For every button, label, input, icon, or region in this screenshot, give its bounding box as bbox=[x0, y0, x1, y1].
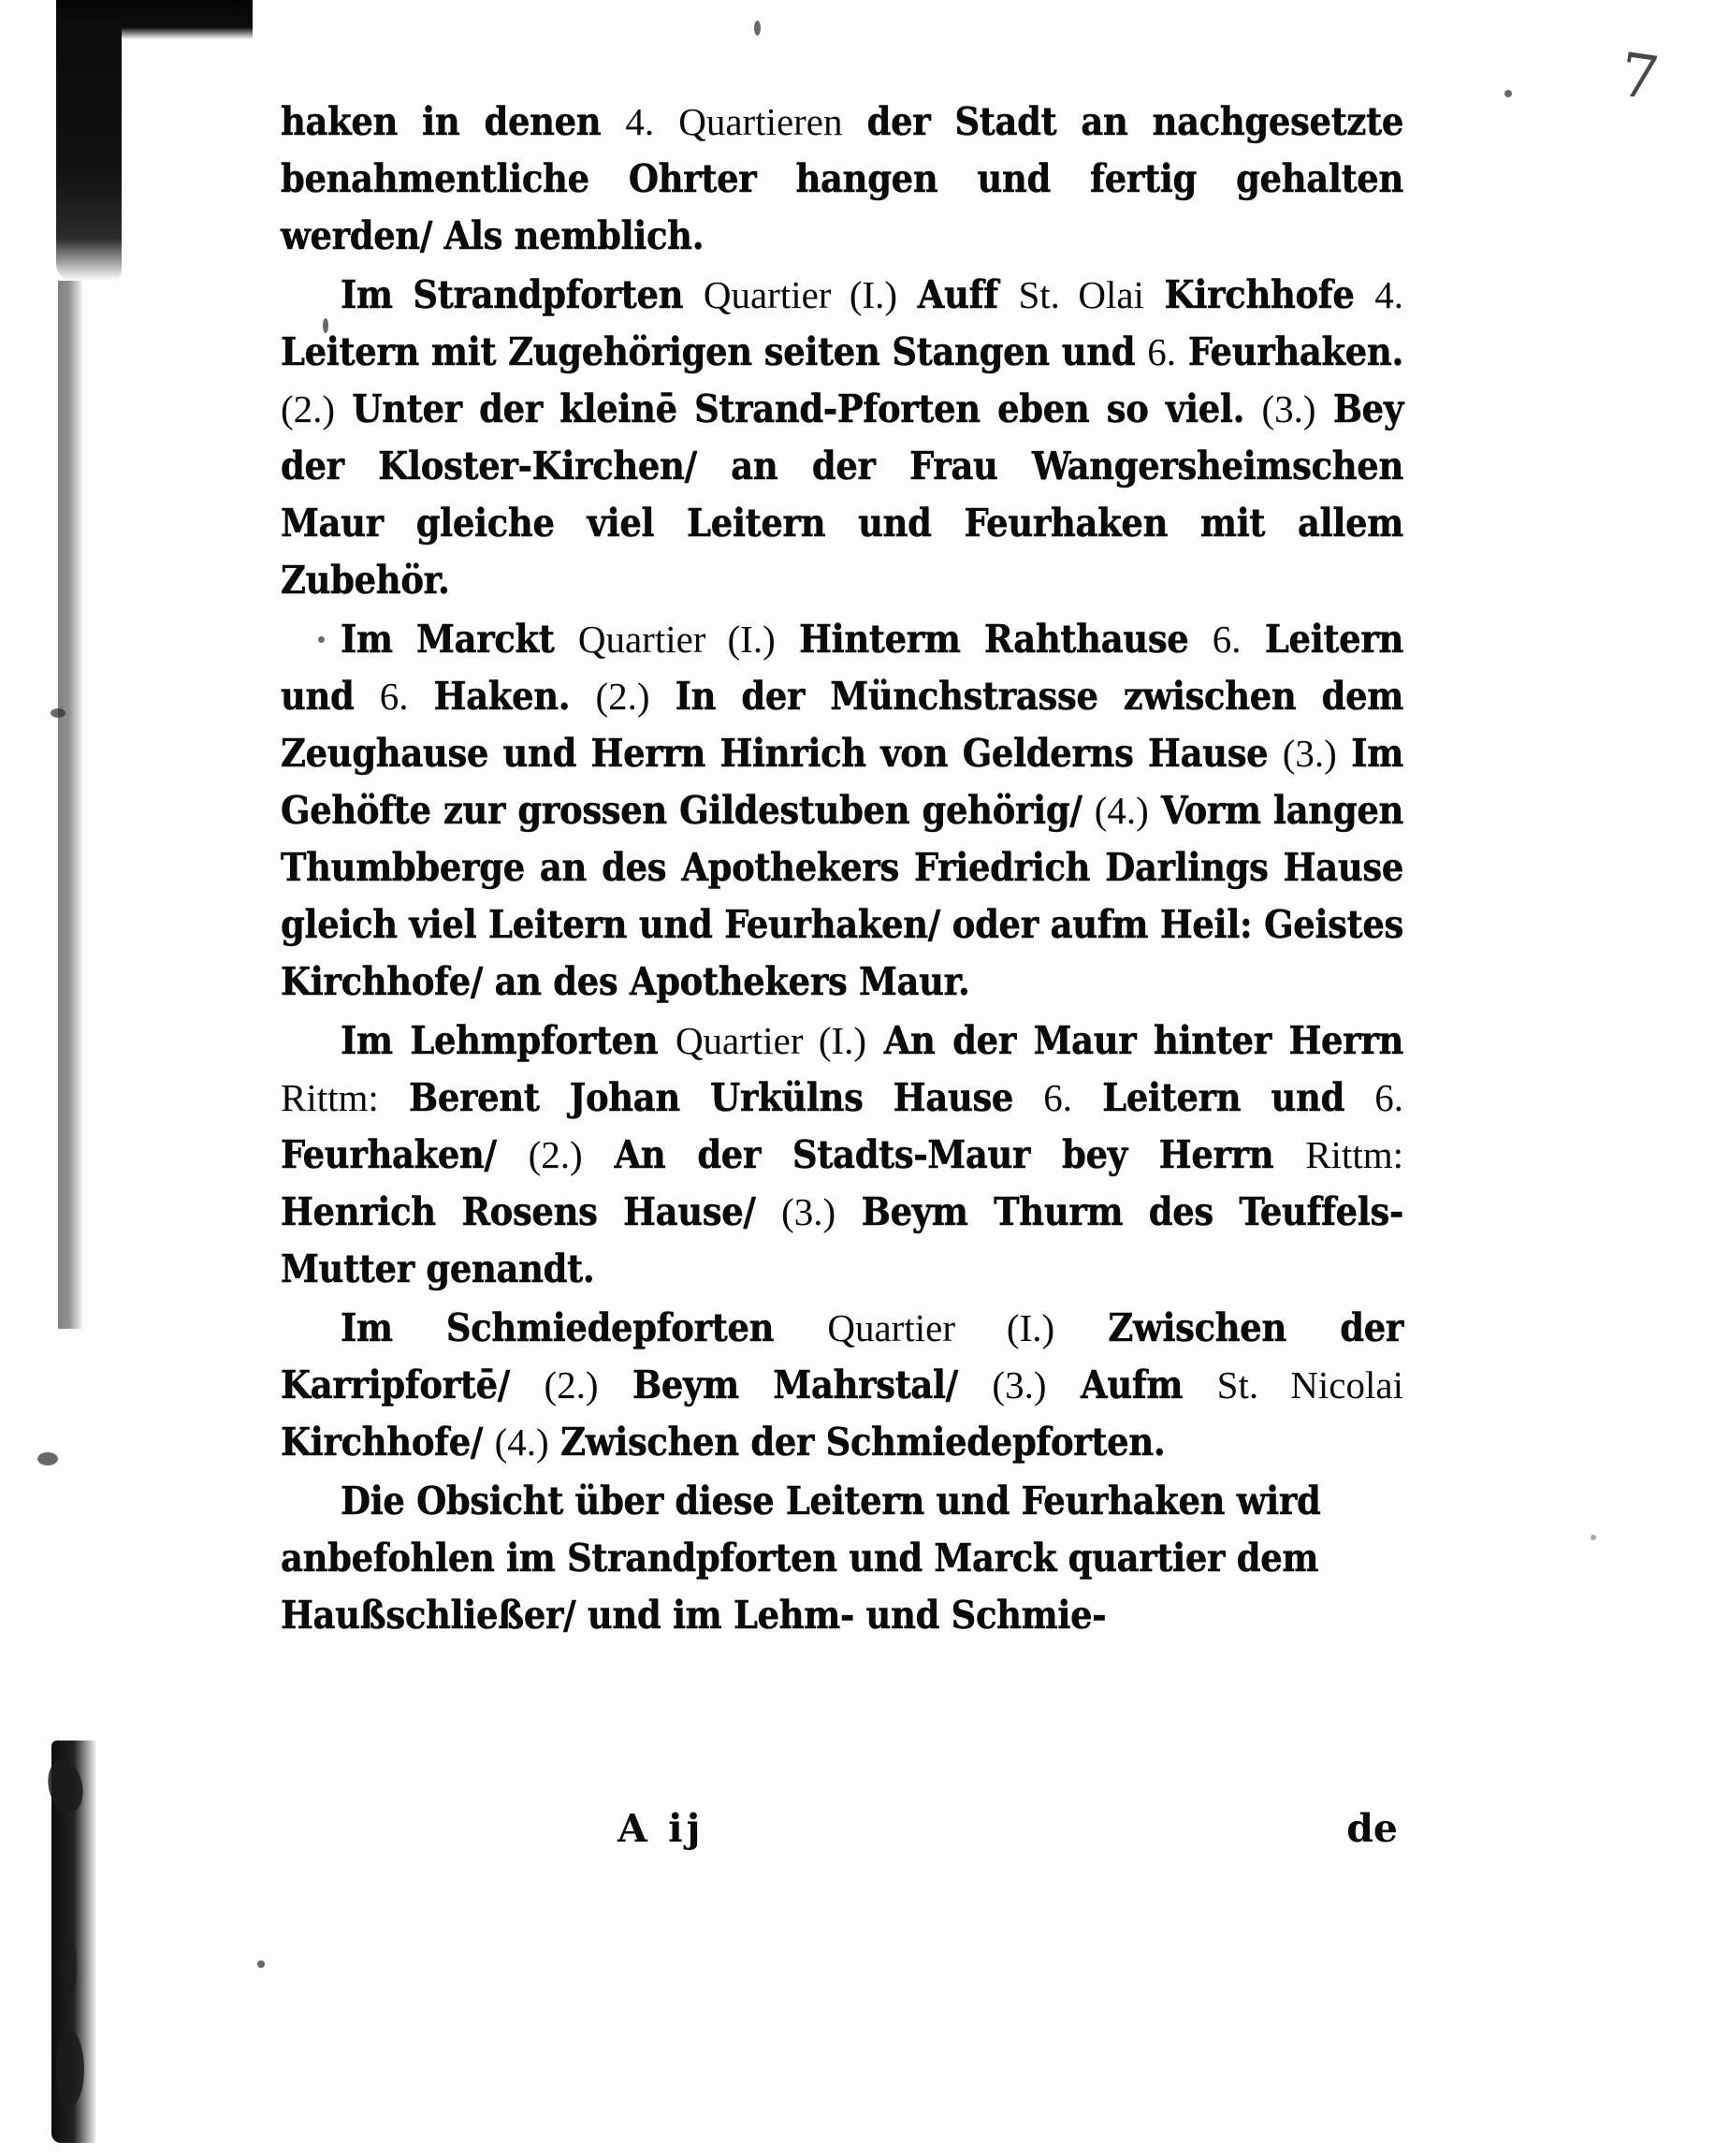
fraktur-run: Zwischen der Karripfortē/ bbox=[281, 1305, 1404, 1407]
paragraph bbox=[281, 611, 1403, 1011]
paper-speck bbox=[37, 1452, 58, 1465]
roman-run: 4. bbox=[625, 100, 655, 143]
paragraph bbox=[281, 1473, 1403, 1644]
ink-blotch bbox=[60, 1937, 77, 1997]
fraktur-run: Die Obsicht über diese Leitern und Feurhaken wird anbefohlen im Strandpforten und Marck quartier dem Haußschließer/ und im Lehm- und Schmie- bbox=[281, 1479, 1321, 1638]
roman-run: (4.) bbox=[494, 1420, 549, 1464]
signature-mark: A ij bbox=[618, 1806, 705, 1851]
paragraph bbox=[281, 1012, 1403, 1298]
fraktur-run bbox=[654, 99, 678, 144]
fraktur-run: Feurhaken. bbox=[1175, 329, 1403, 374]
fraktur-run: Im Gehöfte zur grossen Gildestuben gehörig/ bbox=[281, 731, 1403, 833]
roman-run: 6. bbox=[1043, 1076, 1073, 1119]
scan-edge-artifact-top bbox=[56, 0, 253, 39]
roman-run: (2.) bbox=[544, 1363, 599, 1406]
fraktur-run: Berent Johan Urkülns Hause bbox=[378, 1075, 1044, 1120]
roman-run: St. Nicolai bbox=[1216, 1363, 1403, 1406]
roman-run: (3.) bbox=[781, 1190, 836, 1233]
scan-edge-artifact-left bbox=[58, 281, 82, 1329]
fraktur-run: Haken. bbox=[408, 674, 596, 719]
roman-run: (3.) bbox=[1282, 732, 1337, 775]
paper-speck bbox=[51, 708, 65, 718]
roman-run: Quartieren bbox=[678, 100, 843, 143]
ink-blotch bbox=[56, 2031, 84, 2105]
roman-run: (2.) bbox=[528, 1133, 583, 1176]
roman-run: 6. bbox=[379, 675, 409, 718]
fraktur-run: An der Stadts-Maur bey Herrn bbox=[582, 1132, 1306, 1177]
fraktur-run: Im Strandpforten bbox=[341, 272, 704, 317]
roman-run: St. Olai bbox=[1018, 273, 1144, 316]
roman-run: (3.) bbox=[992, 1363, 1047, 1406]
fraktur-run: der Stadt an nachgesetzte benahmentliche Ohrter hangen und fertig gehalten werden/ Als nemblich. bbox=[281, 99, 1403, 258]
roman-run: 6. bbox=[1374, 1076, 1403, 1119]
fraktur-run: In der Münchstrasse zwischen dem Zeughause und Herrn Hinrich von Gelderns Hause bbox=[281, 674, 1403, 776]
roman-run: Quartier (I.) bbox=[703, 273, 898, 316]
roman-run: Rittm: bbox=[1305, 1133, 1403, 1176]
fraktur-run: Im Schmiedepforten bbox=[341, 1305, 828, 1350]
fraktur-run: Im Marckt bbox=[341, 617, 578, 662]
roman-run: 4. bbox=[1374, 273, 1403, 316]
fraktur-run: Feurhaken/ bbox=[281, 1132, 529, 1177]
roman-run: Quartier (I.) bbox=[675, 1019, 867, 1062]
fraktur-run: Beym Mahrstal/ bbox=[598, 1362, 993, 1407]
scan-edge-artifact bbox=[56, 0, 122, 281]
fraktur-run: Zwischen der Schmiedepforten. bbox=[548, 1420, 1166, 1464]
paper-speck bbox=[1591, 1535, 1596, 1540]
page-body bbox=[281, 94, 1403, 1646]
fraktur-run: Leitern mit Zugehörigen seiten Stangen und bbox=[281, 329, 1148, 374]
roman-run: (4.) bbox=[1094, 789, 1149, 832]
fraktur-run: Im Lehmpforten bbox=[341, 1018, 676, 1063]
fraktur-run: Aufm bbox=[1046, 1362, 1217, 1407]
paragraph bbox=[281, 1300, 1403, 1471]
roman-run: (2.) bbox=[595, 675, 650, 718]
fraktur-run: Leitern und bbox=[1072, 1075, 1375, 1120]
paper-speck bbox=[257, 1960, 265, 1968]
roman-run: 6. bbox=[1147, 330, 1176, 373]
fraktur-run: Unter der kleinē Strand-Pforten eben so viel. bbox=[335, 386, 1262, 431]
fraktur-run: Hinterm Rahthause bbox=[775, 617, 1213, 662]
roman-run: Quartier (I.) bbox=[827, 1306, 1055, 1349]
fraktur-run: Beym Thurm des Teuffels-Mutter genandt. bbox=[281, 1189, 1403, 1291]
fraktur-run: Kirchhofe/ bbox=[281, 1420, 495, 1464]
roman-run: (3.) bbox=[1261, 387, 1316, 430]
fraktur-run: Vorm langen Thumbberge an des Apothekers Friedrich Darlings Hause gleich viel Leitern und Feurhaken/ oder aufm Heil: Geistes Kirchhofe/ an des Apothekers Maur. bbox=[281, 788, 1404, 1004]
fraktur-run: Henrich Rosens Hause/ bbox=[281, 1189, 782, 1234]
fraktur-run: haken in denen bbox=[281, 99, 626, 144]
paragraph bbox=[281, 94, 1403, 265]
fraktur-run: Auff bbox=[897, 272, 1019, 317]
fraktur-run: Bey der Kloster-Kirchen/ an der Frau Wangersheimschen Maur gleiche viel Leitern und Feurhaken mit allem Zubehör. bbox=[281, 386, 1403, 603]
roman-run: 6. bbox=[1212, 618, 1242, 661]
roman-run: (2.) bbox=[281, 387, 336, 430]
paper-speck bbox=[754, 21, 761, 36]
page-corner-mark: 7 bbox=[1615, 40, 1664, 115]
roman-run: Quartier (I.) bbox=[577, 618, 776, 661]
page-footer bbox=[281, 1806, 1403, 1851]
catchword: de bbox=[1346, 1806, 1398, 1851]
fraktur-run: Leitern und bbox=[281, 617, 1403, 719]
paper-speck bbox=[1504, 90, 1512, 97]
fraktur-run: An der Maur hinter Herrn bbox=[866, 1018, 1403, 1063]
fraktur-run: Kirchhofe bbox=[1143, 272, 1375, 317]
roman-run: Rittm: bbox=[281, 1076, 379, 1119]
paragraph bbox=[281, 267, 1403, 609]
